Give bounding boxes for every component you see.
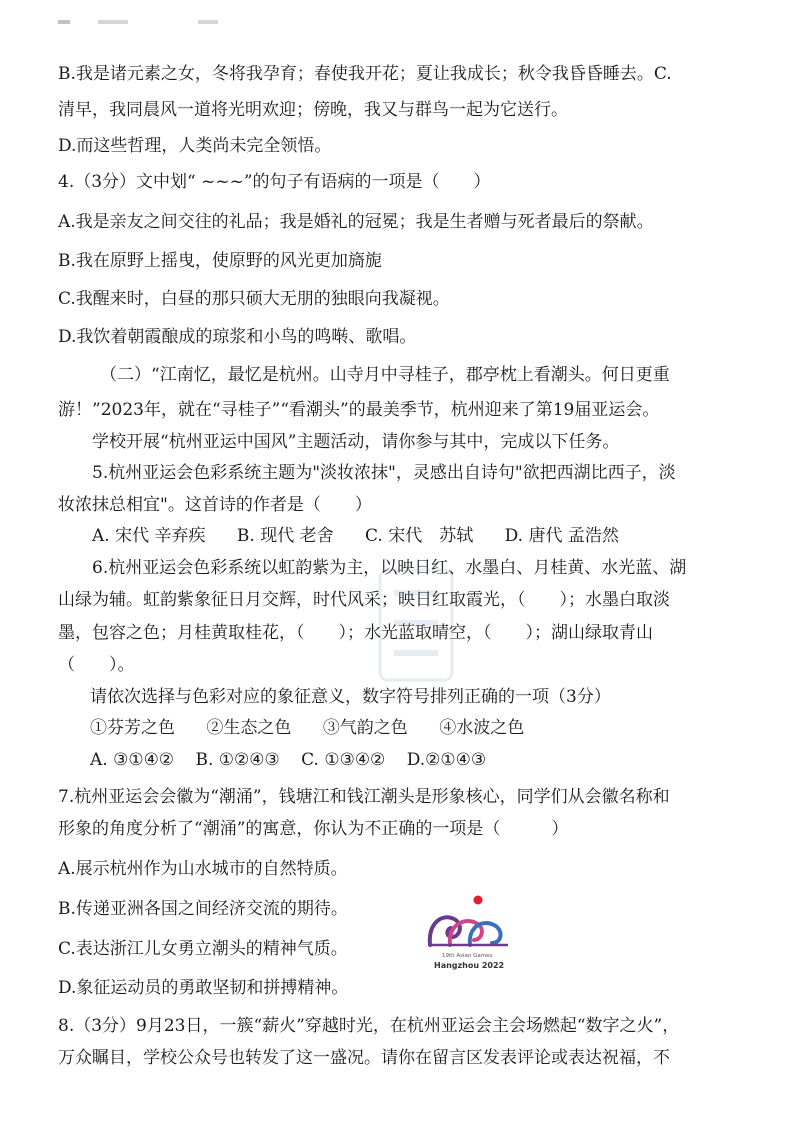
q3-option-b-line1: B.我是诸元素之女，冬将我孕育；春使我开花；夏让我成长；秋令我昏昏睡去。C. — [58, 64, 672, 84]
question-7-option-d: D.象征运动员的勇敢坚韧和拼搏精神。 — [58, 978, 349, 998]
scan-artifact — [58, 18, 228, 26]
question-5-option-d: D. 唐代 孟浩然 — [504, 526, 619, 546]
section-2-task: 学校开展“杭州亚运中国风”主题活动，请你参与其中，完成以下任务。 — [92, 432, 620, 452]
meaning-1: ①芬芳之色 — [90, 718, 175, 738]
question-4-option-b: B.我在原野上摇曳，使原野的风光更加旖旎 — [58, 251, 382, 271]
question-7-option-a: A.展示杭州作为山水城市的自然特质。 — [58, 859, 348, 879]
q3-option-c-line2: 清早，我同晨风一道将光明欢迎；傍晚，我又与群鸟一起为它送行。 — [58, 100, 568, 120]
question-5-option-a: A. 宋代 辛弃疾 — [92, 526, 206, 546]
meaning-4: ④水波之色 — [439, 718, 525, 738]
question-4-option-a: A.我是亲友之间交往的礼品；我是婚礼的冠冕；我是生者赠与死者最后的祭献。 — [58, 212, 654, 232]
question-6-option-b: B. ①②④③ — [195, 750, 280, 770]
question-6-instruction: 请依次选择与色彩对应的象征意义，数字符号排列正确的一项（3分） — [90, 687, 611, 707]
question-4-stem: 4.（3分）文中划“ ~~~”的句子有语病的一项是（ ） — [58, 172, 491, 192]
question-6-stem-line4: （ ）。 — [58, 655, 135, 675]
emblem-graphic — [420, 893, 520, 975]
question-6-option-c: C. ①③④② — [301, 750, 386, 770]
meaning-2: ②生态之色 — [206, 718, 292, 738]
question-4-option-d: D.我饮着朝霞酿成的琼浆和小鸟的鸣啭、歌唱。 — [58, 327, 417, 347]
question-8-stem-line1: 8.（3分）9月23日，一簇“薪火”穿越时光，在杭州亚运会主会场燃起“数字之火”， — [58, 1016, 680, 1036]
question-7-stem-line1: 7.杭州亚运会会徽为“潮涌”，钱塘江和钱江潮头是形象核心，同学们从会徽名称和 — [58, 787, 670, 807]
question-6-options — [90, 748, 780, 772]
question-6-option-a: A. ③①④② — [90, 750, 175, 770]
emblem-caption-small: 19th Asian Games — [442, 953, 493, 959]
question-8-stem-line2: 万众瞩目，学校公众号也转发了这一盛况。请你在留言区发表评论或表达祝福，不 — [58, 1048, 670, 1068]
meaning-3: ③气韵之色 — [322, 718, 408, 738]
question-5-stem-line2: 妆浓抹总相宜"。这首诗的作者是（ ） — [58, 495, 372, 515]
question-6-stem-line2: 山绿为辅。虹韵紫象征日月交辉，时代风采；映日红取霞光，（ ）；水墨白取淡 — [58, 590, 670, 610]
question-7-option-c: C.表达浙江儿女勇立潮头的精神气质。 — [58, 939, 348, 959]
question-6-stem-line1: 6.杭州亚运会色彩系统以虹韵紫为主，以映日红、水墨白、月桂黄、水光蓝、湖 — [92, 558, 687, 578]
question-5-option-b: B. 现代 老舍 — [236, 526, 334, 546]
asian-games-emblem — [420, 893, 520, 975]
emblem-caption-big: Hangzhou 2022 — [434, 961, 505, 970]
question-5-option-c: C. 宋代 苏轼 — [365, 526, 474, 546]
question-7-option-b: B.传递亚洲各国之间经济交流的期待。 — [58, 899, 348, 919]
question-5-options — [92, 524, 782, 548]
question-5-stem-line1: 5.杭州亚运会色彩系统主题为"淡妆浓抹"，灵感出自诗句"欲把西湖比西子，淡 — [92, 463, 676, 483]
section-2-intro-line2: 游！”2023年，就在“寻桂子”“看潮头”的最美季节，杭州迎来了第19届亚运会。 — [58, 400, 660, 420]
faint-watermark — [372, 560, 462, 690]
question-7-stem-line2: 形象的角度分析了“潮涌”的寓意，你认为不正确的一项是（ ） — [58, 819, 569, 839]
question-4-option-c: C.我醒来时，白昼的那只硕大无朋的独眼向我凝视。 — [58, 289, 450, 309]
question-6-meanings — [90, 716, 780, 740]
question-6-stem-line3: 墨，包容之色；月桂黄取桂花，（ ）；水光蓝取晴空，（ ）；湖山绿取青山 — [58, 623, 653, 643]
question-6-option-d: D.②①④③ — [406, 750, 487, 770]
q3-option-d: D.而这些哲理，人类尚未完全领悟。 — [58, 136, 332, 156]
section-2-intro-line1: （二）“江南忆，最忆是杭州。山寺月中寻桂子，郡亭枕上看潮头。何日更重 — [100, 365, 670, 385]
